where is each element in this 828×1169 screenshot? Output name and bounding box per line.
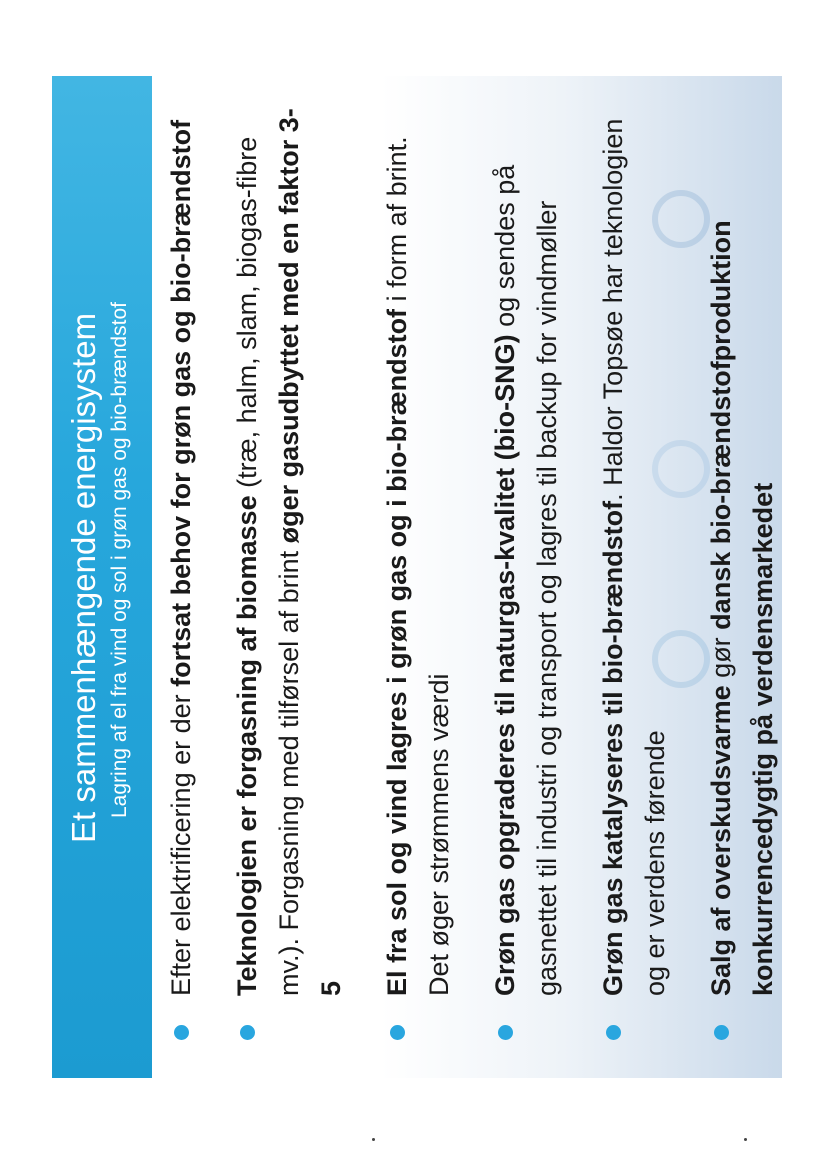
bullet-dot-icon: [240, 1025, 255, 1040]
bullet-dot-icon: [606, 1025, 621, 1040]
bullet-emphasis-text: øger gasudbyttet med en faktor 3-5: [274, 108, 346, 996]
bullet-emphasis-text: dansk bio-brændstofproduktion konkurrencedygtig på verdensmarkedet: [706, 220, 778, 996]
logo-circle-icon: [652, 440, 710, 498]
bullet-item: [484, 100, 568, 1060]
bullet-dot-icon: [390, 1025, 405, 1040]
bullet-emphasis-text: Teknologien er forgasning af biomasse: [232, 495, 262, 996]
bullet-item: [226, 100, 352, 1060]
scan-speck: [372, 1138, 375, 1141]
bullet-text: (træ, halm, slam, biogas-fibre mv.). Forgasning med tilførsel af brint: [232, 136, 304, 996]
background-logos: [612, 98, 762, 698]
bullet-emphasis-text: Salg af overskudsvarme: [706, 685, 736, 996]
logo-circle-icon: [652, 630, 710, 688]
bullet-dot-icon: [174, 1025, 189, 1040]
scan-speck: [744, 1138, 747, 1141]
bullet-text: og sendes på gasnettet til industri og transport og lagres til backup for vindmøller: [490, 164, 562, 996]
header-bar: [52, 76, 152, 1078]
bullet-emphasis-text: Grøn gas katalyseres til bio-brændstof: [598, 500, 628, 996]
bullet-text: i form af brint. Det øger strømmens værdi: [382, 136, 454, 996]
bullet-dot-icon: [498, 1025, 513, 1040]
logo-circle-icon: [652, 190, 710, 248]
bullet-item: [376, 100, 460, 1060]
slide-frame: [52, 76, 782, 1078]
bullet-emphasis-text: El fra sol og vind lagres i grøn gas og i bio-brændstof: [382, 308, 412, 996]
slide: [52, 76, 782, 1078]
bullet-dot-icon: [714, 1025, 729, 1040]
bullet-emphasis-text: Grøn gas opgraderes til naturgas-kvalitet (bio-SNG): [490, 334, 520, 996]
bullet-text: . Haldor Topsøe har teknologien og er verdens førende: [598, 118, 670, 996]
bullet-text: Efter elektrificering er der: [166, 686, 196, 996]
slide-subtitle: Lagring af el fra vind og sol i grøn gas og bio-brændstof: [108, 302, 131, 818]
slide-title: Et sammenhængende energisystem: [65, 312, 102, 843]
bullet-item: [160, 100, 202, 1060]
bullet-emphasis-text: fortsat behov for grøn gas og bio-brændstof: [166, 119, 196, 687]
bullet-text: gør: [706, 629, 736, 686]
